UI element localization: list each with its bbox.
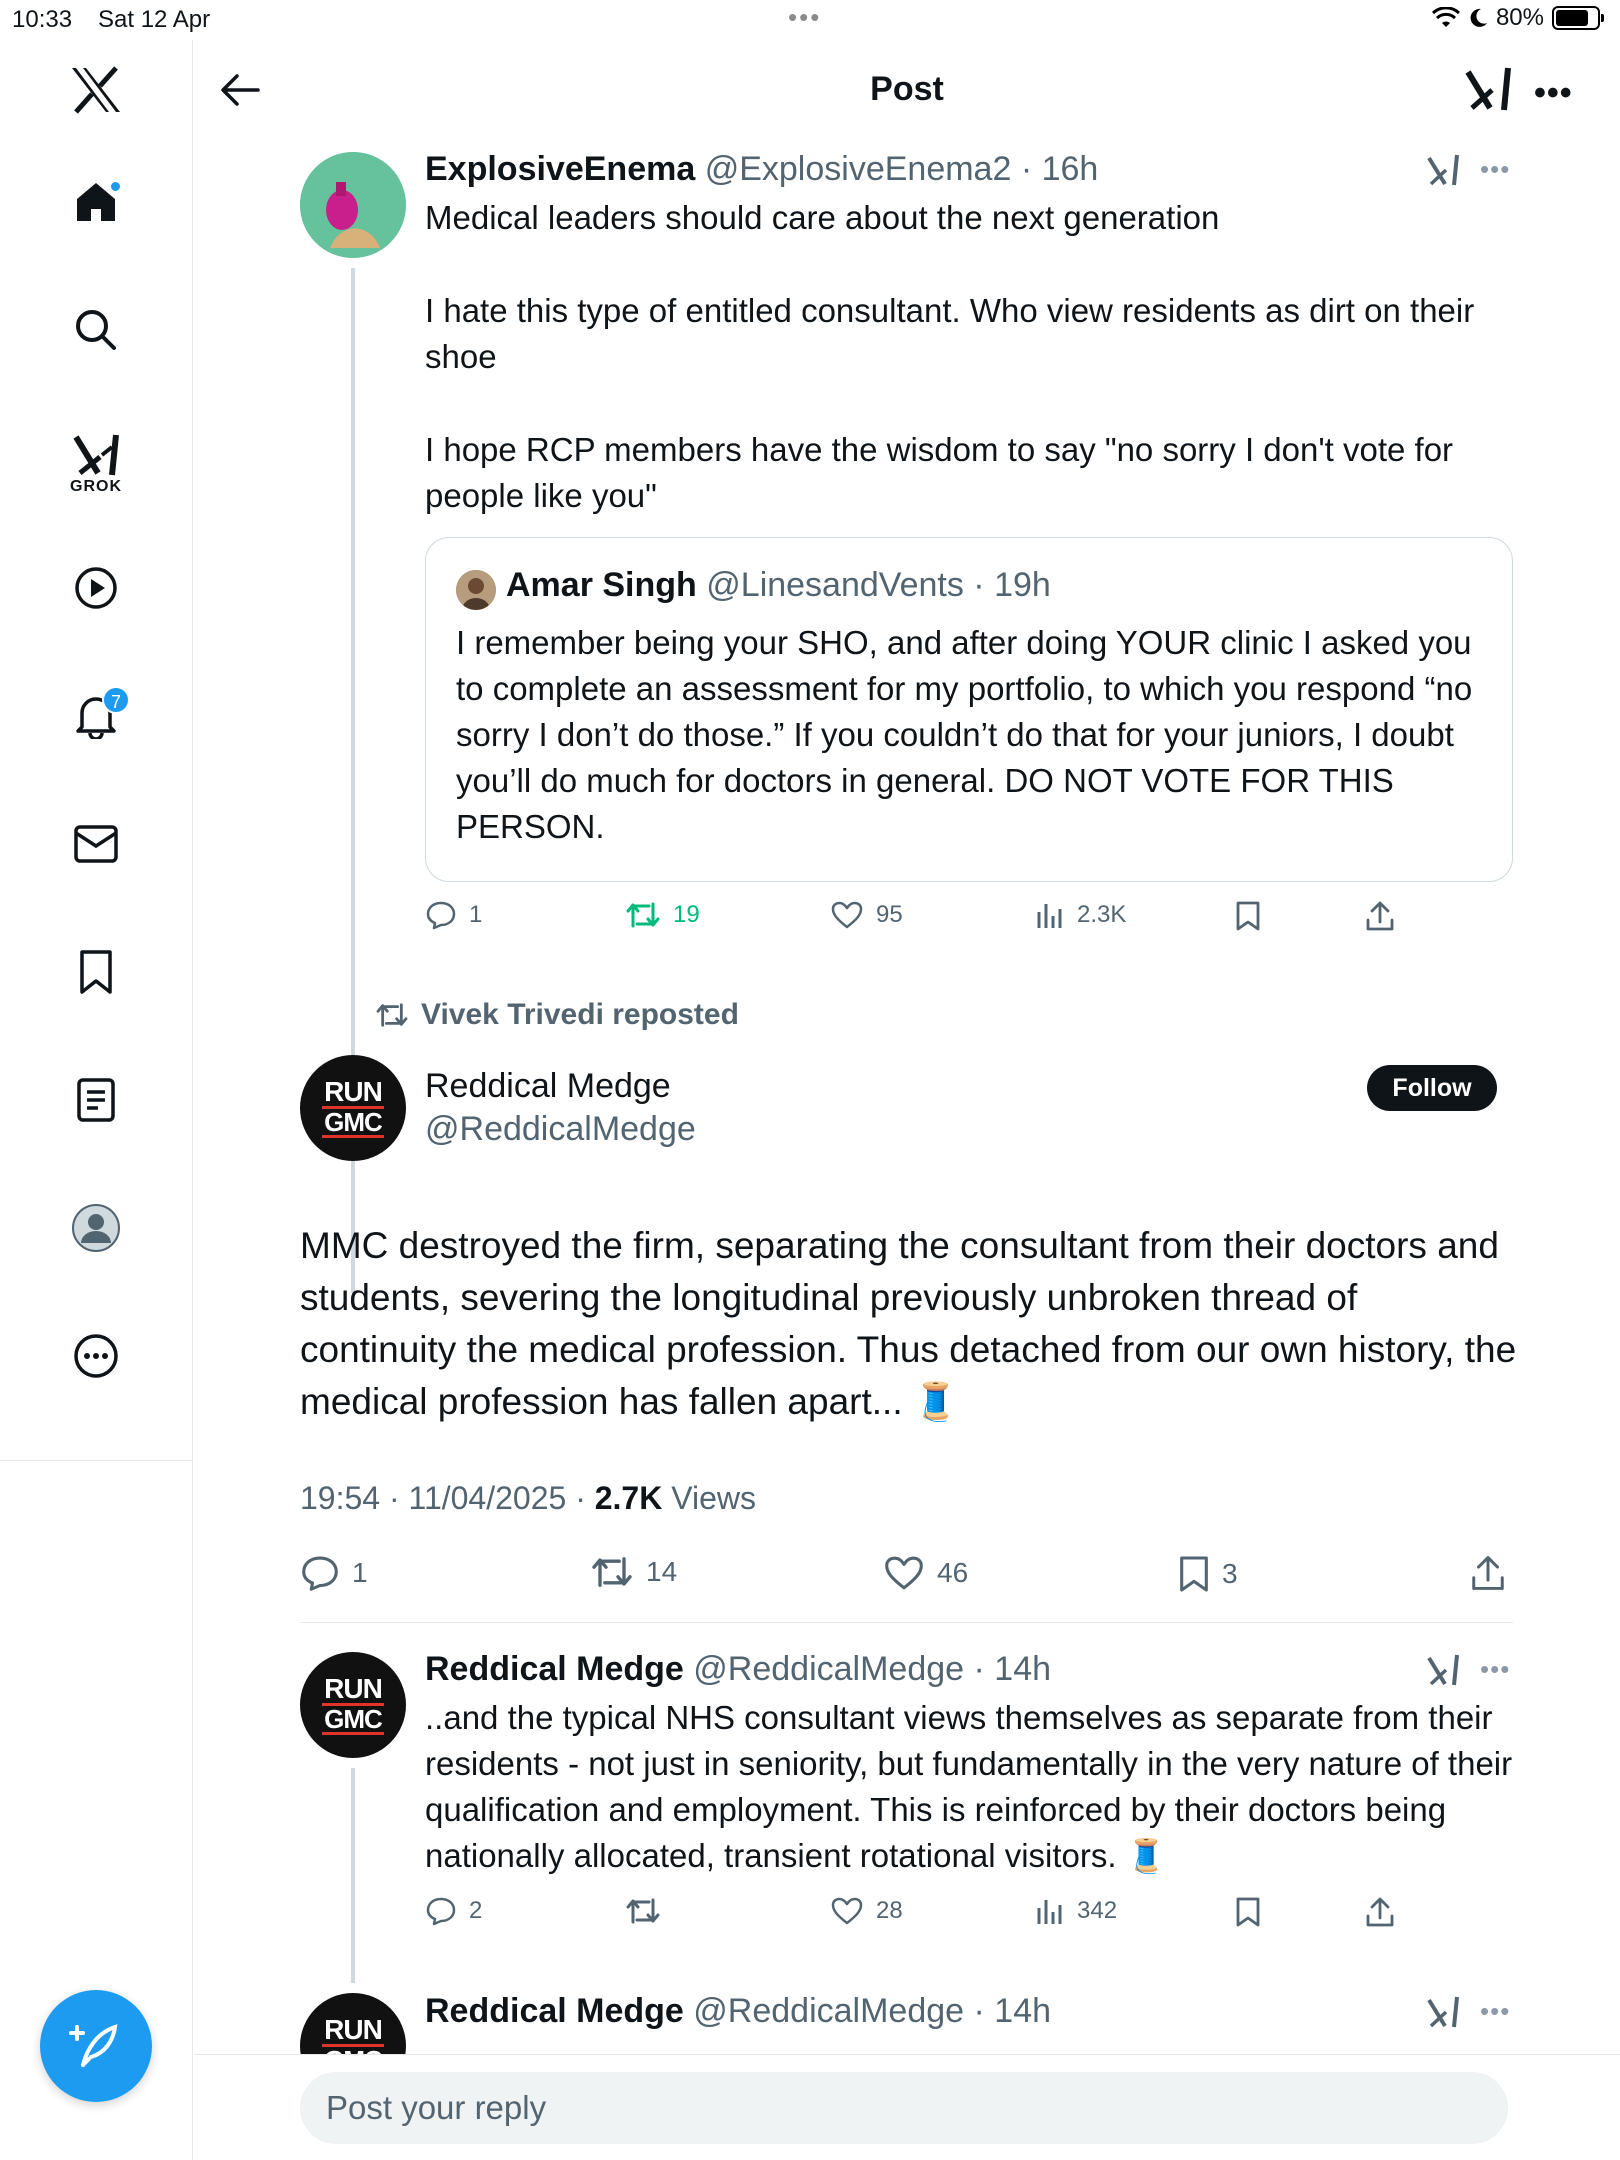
grok-mini-icon[interactable]	[1426, 1994, 1460, 2030]
grok-analyze-icon[interactable]	[1464, 64, 1512, 119]
main-views-count: 2.7K	[594, 1480, 663, 1516]
repost-icon	[625, 900, 661, 930]
reply1-header: Reddical Medge @ReddicalMedge · 14h	[425, 1650, 1052, 1688]
battery-percent: 80%	[1495, 4, 1544, 31]
share-button[interactable]	[1470, 1554, 1506, 1592]
share-icon	[1365, 1896, 1395, 1928]
home-icon[interactable]	[60, 166, 132, 238]
follow-button[interactable]: Follow	[1367, 1065, 1497, 1111]
like-count: 46	[937, 1557, 969, 1588]
avatar-text-line1: RUN	[324, 1672, 382, 1704]
author-name[interactable]: Reddical Medge	[425, 1992, 684, 2030]
bookmarks-icon[interactable]	[60, 936, 132, 1008]
heart-icon	[830, 1896, 864, 1926]
video-icon[interactable]	[60, 552, 132, 624]
repost-indicator-icon	[375, 1001, 409, 1029]
messages-icon[interactable]	[60, 808, 132, 880]
compose-feather-icon	[69, 2019, 123, 2073]
heart-icon	[883, 1554, 925, 1592]
views-icon	[1035, 900, 1065, 930]
share-icon	[1470, 1554, 1506, 1592]
grok-mini-icon[interactable]	[1426, 1652, 1460, 1688]
repost-button[interactable]	[625, 1896, 661, 1926]
reply-bar	[194, 2054, 1620, 2160]
repost-count: 14	[646, 1556, 678, 1587]
author-handle[interactable]: @ReddicalMedge	[693, 1650, 965, 1688]
header-more-icon[interactable]: •••	[1534, 74, 1573, 112]
main-actions	[300, 1554, 1513, 1594]
like-count: 28	[876, 1897, 903, 1924]
status-time: 10:33	[12, 6, 73, 33]
avatar-text-line2: GMC	[324, 1703, 382, 1734]
like-button[interactable]	[830, 900, 903, 930]
like-count: 95	[876, 901, 903, 928]
author-name[interactable]: ExplosiveEnema	[425, 150, 696, 188]
repost-button[interactable]	[625, 900, 700, 930]
views-button[interactable]	[1035, 900, 1126, 930]
thread-line	[351, 1768, 355, 1983]
reposted-by[interactable]	[375, 998, 739, 1032]
bookmark-icon	[1235, 1896, 1261, 1928]
tweet1-header: ExplosiveEnema @ExplosiveEnema2 · 16h	[425, 150, 1099, 188]
status-bar	[0, 0, 1620, 40]
quote-author-handle: @LinesandVents	[706, 566, 964, 604]
views-count: 342	[1077, 1897, 1118, 1924]
bookmark-button[interactable]	[1235, 900, 1261, 932]
x-logo-icon[interactable]	[60, 54, 132, 126]
tweet1-actions	[425, 900, 1515, 940]
repost-button[interactable]	[590, 1554, 677, 1590]
main-post-meta	[300, 1480, 756, 1517]
author-name[interactable]: Reddical Medge	[425, 1650, 684, 1688]
sidebar-divider	[0, 1460, 193, 1461]
grok-mini-icon[interactable]	[1426, 152, 1460, 188]
views-button[interactable]	[1035, 1896, 1117, 1926]
avatar[interactable]	[300, 1652, 406, 1758]
reply-count: 1	[352, 1557, 368, 1588]
compose-post-button[interactable]	[40, 1990, 152, 2102]
reply-count: 1	[469, 901, 483, 928]
reply-button[interactable]	[425, 900, 482, 930]
profile-icon[interactable]	[60, 1192, 132, 1264]
post-time[interactable]: 14h	[994, 1992, 1052, 2030]
main-author-name[interactable]: Reddical Medge	[425, 1067, 671, 1105]
wifi-icon	[1432, 7, 1460, 29]
repost-icon	[590, 1554, 634, 1590]
grok-icon[interactable]	[60, 420, 132, 495]
tweet1-para2: I hate this type of entitled consultant. Who view residents as dirt on their shoe	[425, 292, 1475, 375]
like-button[interactable]	[883, 1554, 968, 1592]
post-more-icon[interactable]: •••	[1480, 1996, 1511, 2026]
avatar[interactable]	[300, 152, 406, 258]
bookmark-count: 3	[1222, 1558, 1238, 1589]
post-header	[194, 40, 1620, 140]
reply1-text: ..and the typical NHS consultant views themselves as separate from their residents - not just in seniority, but fundamentally in the very nature of their qualification and employment. This is reinforced by their doctors being nationally allocated, transient rotational visitors. 🧵	[425, 1699, 1513, 1874]
bookmark-icon	[1235, 900, 1261, 932]
status-right	[1432, 4, 1600, 32]
quote-time: 19h	[994, 566, 1051, 604]
quote-avatar	[456, 570, 496, 610]
quoted-post[interactable]	[425, 537, 1513, 882]
divider	[300, 1622, 1513, 1623]
share-button[interactable]	[1365, 1896, 1395, 1928]
avatar-image-icon	[300, 152, 406, 258]
main-author-handle[interactable]: @ReddicalMedge	[425, 1110, 696, 1148]
post-time[interactable]: 16h	[1041, 150, 1099, 188]
quote-text: I remember being your SHO, and after doing YOUR clinic I asked you to complete an assessment for my portfolio, to which you respond “no sorry I don’t do those.” If you couldn’t do that for your juniors, I doubt you’ll do much for doctors in general. DO NOT VOTE FOR THIS PERSON.	[456, 624, 1473, 845]
quote-author-name: Amar Singh	[506, 566, 697, 604]
notifications-badge: 7	[102, 686, 130, 714]
reply-button[interactable]	[300, 1554, 368, 1592]
reply-icon	[425, 900, 457, 930]
views-count: 2.3K	[1077, 901, 1127, 928]
reply1-actions	[425, 1896, 1515, 1936]
reply-icon	[425, 1896, 457, 1926]
views-icon	[1035, 1896, 1065, 1926]
reply2-header: Reddical Medge @ReddicalMedge · 14h	[425, 1992, 1052, 2030]
repost-icon	[625, 1896, 661, 1926]
post-more-icon[interactable]: •••	[1480, 1654, 1511, 1684]
bookmark-button[interactable]	[1178, 1554, 1238, 1594]
lists-icon[interactable]	[60, 1064, 132, 1136]
multitask-dots-icon[interactable]: •••	[788, 2, 822, 32]
main-timestamp[interactable]: 19:54 · 11/04/2025 ·	[300, 1480, 595, 1516]
more-icon[interactable]	[60, 1320, 132, 1392]
author-handle[interactable]: @ExplosiveEnema2	[704, 150, 1012, 188]
quote-header: Amar Singh @LinesandVents · 19h	[506, 566, 1051, 604]
like-button[interactable]	[830, 1896, 903, 1926]
bookmark-button[interactable]	[1235, 1896, 1261, 1928]
grok-label: GROK	[70, 478, 122, 495]
home-unread-dot	[109, 180, 122, 193]
battery-icon	[1552, 6, 1600, 30]
tweet1-para1: Medical leaders should care about the next generation	[425, 199, 1220, 236]
reply-count: 2	[469, 1897, 483, 1924]
share-icon	[1365, 900, 1395, 932]
share-button[interactable]	[1365, 900, 1395, 932]
repost-count: 19	[673, 901, 700, 928]
author-handle[interactable]: @ReddicalMedge	[693, 1992, 965, 2030]
bookmark-icon	[1178, 1554, 1210, 1594]
search-icon[interactable]	[60, 294, 132, 366]
page-title: Post	[870, 70, 944, 108]
post-more-icon[interactable]: •••	[1480, 154, 1511, 184]
tweet1-para3: I hope RCP members have the wisdom to say "no sorry I don't vote for people like you"	[425, 431, 1454, 514]
reply-input[interactable]	[300, 2072, 1508, 2144]
post-time[interactable]: 14h	[994, 1650, 1052, 1688]
status-date: Sat 12 Apr	[98, 6, 211, 33]
avatar-text-line1: RUN	[324, 1075, 382, 1107]
avatar[interactable]	[300, 1055, 406, 1161]
notifications-icon[interactable]	[60, 680, 132, 752]
reply-icon	[300, 1554, 340, 1592]
reposted-by-label: Vivek Trivedi reposted	[421, 998, 739, 1031]
avatar-text-line2: GMC	[324, 1106, 382, 1137]
heart-icon	[830, 900, 864, 930]
moon-icon	[1468, 7, 1488, 29]
reply-button[interactable]	[425, 1896, 482, 1926]
sidebar	[0, 40, 193, 2160]
main-post-text: MMC destroyed the firm, separating the consultant from their doctors and students, severing the longitudinal previously unbroken thread of continuity the medical profession. Thus detached from our own history, the medical profession has fallen apart... 🧵	[300, 1225, 1517, 1422]
main-views-label: Views	[662, 1480, 756, 1516]
avatar-text-line1: RUN	[324, 2013, 382, 2045]
